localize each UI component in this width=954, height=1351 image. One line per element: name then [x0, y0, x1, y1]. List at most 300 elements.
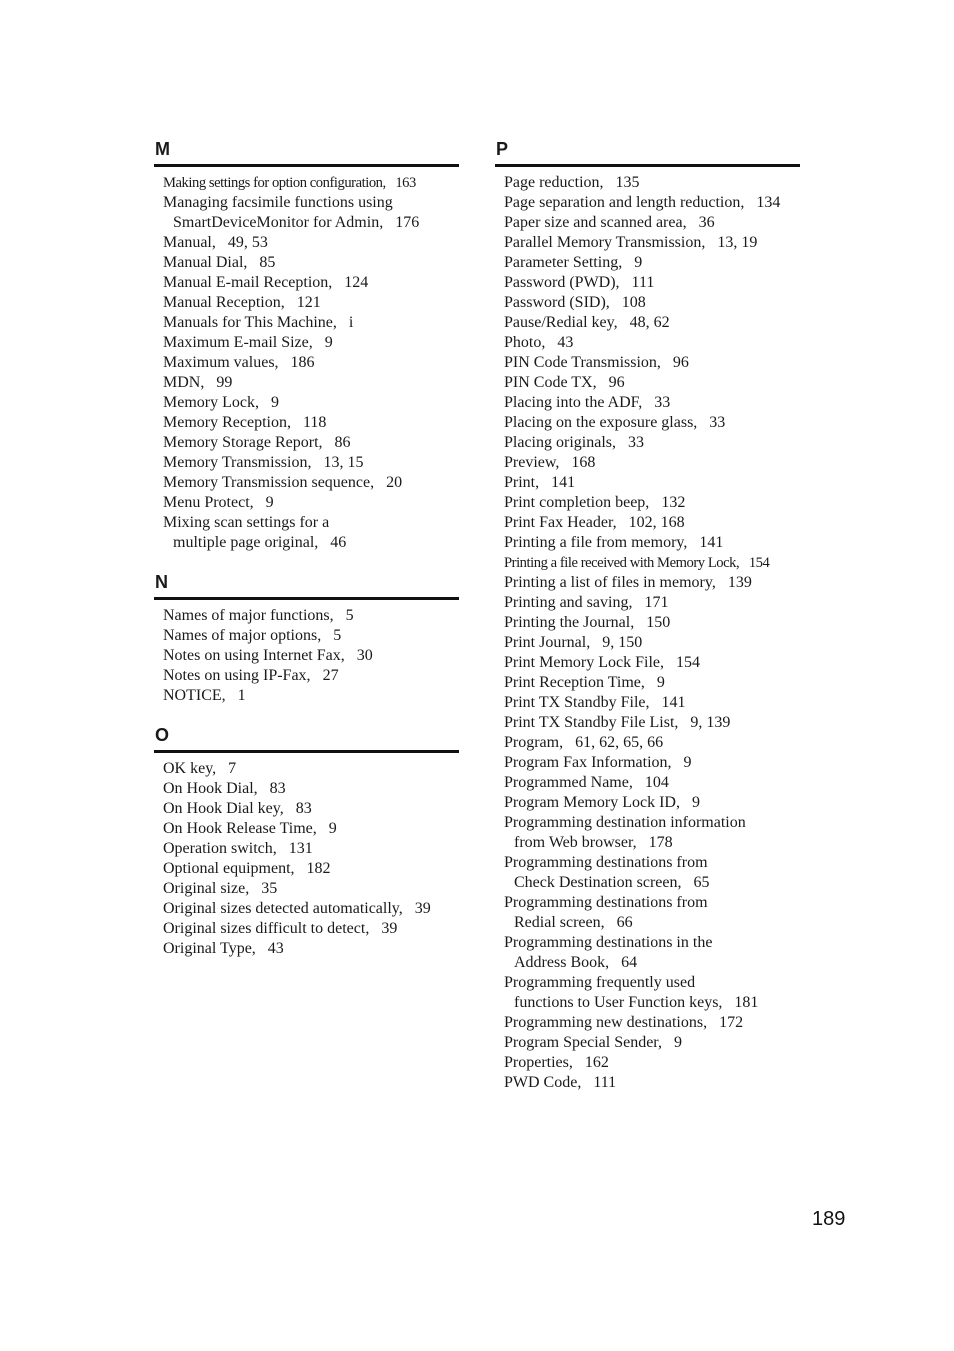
entry-line — [163, 253, 459, 273]
entry-term: Placing on the exposure glass, — [504, 414, 698, 431]
entry-line — [163, 433, 459, 453]
entry-separator — [573, 1054, 585, 1071]
index-entry — [163, 839, 459, 859]
entry-term: PIN Code TX, — [504, 374, 597, 391]
entry-pages: 154 — [748, 555, 770, 571]
entry-separator — [680, 794, 692, 811]
entry-separator — [633, 774, 645, 791]
entry-separator — [705, 234, 717, 251]
index-entry — [504, 473, 800, 493]
entry-term: Parallel Memory Transmission, — [504, 234, 706, 251]
entry-pages: 150 — [646, 614, 671, 631]
entry-separator — [311, 454, 323, 471]
entry-line — [504, 233, 800, 253]
entry-separator — [313, 334, 325, 351]
index-entry — [504, 973, 800, 1013]
entry-pages: 39 — [381, 920, 398, 937]
entry-pages: 5 — [333, 627, 342, 644]
index-entry — [504, 413, 800, 433]
index-entry — [163, 879, 459, 899]
index-entry — [163, 779, 459, 799]
entry-separator — [634, 614, 646, 631]
entry-term: Programming destinations in the — [504, 934, 713, 951]
entry-separator — [403, 900, 415, 917]
entry-pages: 36 — [698, 214, 715, 231]
entry-line — [504, 193, 800, 213]
entry-pages: 178 — [648, 834, 673, 851]
entry-list — [495, 173, 800, 1093]
entry-line — [163, 193, 459, 213]
entry-term: Mixing scan settings for a — [163, 514, 330, 531]
entry-pages: 9 — [328, 820, 337, 837]
entry-separator — [383, 214, 395, 231]
entry-separator — [597, 374, 609, 391]
entry-term: On Hook Dial, — [163, 780, 258, 797]
index-entry — [504, 713, 800, 733]
section-letter: O — [155, 725, 170, 745]
index-section-p — [495, 138, 800, 1093]
index-column-left — [154, 138, 459, 977]
entry-term: Notes on using Internet Fax, — [163, 647, 345, 664]
entry-continuation — [504, 833, 800, 853]
entry-line — [504, 593, 800, 613]
entry-pages: 163 — [395, 175, 416, 191]
entry-separator — [318, 534, 330, 551]
entry-pages: 111 — [631, 274, 655, 291]
entry-pages: 9, 150 — [602, 634, 643, 651]
entry-separator — [620, 274, 632, 291]
entry-line — [504, 733, 800, 753]
entry-term: Photo, — [504, 334, 546, 351]
entry-pages: 135 — [615, 174, 640, 191]
entry-term: On Hook Dial key, — [163, 800, 284, 817]
entry-line — [504, 693, 800, 713]
entry-pages: 131 — [288, 840, 313, 857]
entry-line — [504, 333, 800, 353]
entry-term: Password (PWD), — [504, 274, 620, 291]
entry-term-continued: Address Book, — [514, 954, 610, 971]
entry-line — [504, 673, 800, 693]
entry-line — [163, 606, 459, 626]
entry-separator — [697, 414, 709, 431]
entry-separator — [618, 314, 630, 331]
entry-line — [504, 513, 800, 533]
entry-pages: 43 — [267, 940, 284, 957]
entry-line — [504, 493, 800, 513]
entry-separator — [254, 494, 266, 511]
entry-line — [504, 393, 800, 413]
entry-separator — [617, 514, 629, 531]
entry-line — [504, 813, 800, 833]
entry-term: Printing a file from memory, — [504, 534, 688, 551]
entry-line — [163, 513, 459, 533]
entry-term: Programming destinations from — [504, 854, 708, 871]
section-rule — [495, 164, 800, 167]
entry-pages: 9 — [634, 254, 643, 271]
entry-term: Parameter Setting, — [504, 254, 623, 271]
entry-term-continued: Check Destination screen, — [514, 874, 682, 891]
index-entry — [504, 753, 800, 773]
entry-separator — [632, 594, 644, 611]
index-entry — [163, 493, 459, 513]
entry-line — [504, 573, 800, 593]
entry-term: Original Type, — [163, 940, 256, 957]
entry-term: Memory Lock, — [163, 394, 259, 411]
entry-pages: 168 — [571, 454, 596, 471]
index-section-m — [154, 138, 459, 553]
entry-pages: 7 — [228, 760, 237, 777]
entry-separator — [323, 434, 335, 451]
index-entry — [504, 613, 800, 633]
entry-line — [163, 293, 459, 313]
entry-term: Menu Protect, — [163, 494, 254, 511]
entry-pages: 33 — [654, 394, 671, 411]
entry-separator — [605, 914, 617, 931]
entry-term: Preview, — [504, 454, 560, 471]
index-entry — [163, 193, 459, 233]
index-entry — [504, 693, 800, 713]
section-rule — [154, 750, 459, 753]
entry-pages: 13, 19 — [717, 234, 758, 251]
entry-separator — [622, 254, 634, 271]
entry-pages: 118 — [302, 414, 327, 431]
entry-term: Print Journal, — [504, 634, 591, 651]
index-entry — [504, 493, 800, 513]
entry-line — [163, 686, 459, 706]
entry-term: Original sizes detected automatically, — [163, 900, 403, 917]
index-entry — [163, 859, 459, 879]
entry-separator — [279, 354, 291, 371]
entry-separator — [285, 294, 297, 311]
entry-term: Page reduction, — [504, 174, 604, 191]
entry-term: Operation switch, — [163, 840, 277, 857]
entry-line — [504, 1013, 800, 1033]
index-entry — [163, 646, 459, 666]
entry-term: Printing the Journal, — [504, 614, 635, 631]
entry-line — [163, 453, 459, 473]
index-entry — [504, 933, 800, 973]
index-entry — [163, 173, 459, 193]
entry-line — [504, 273, 800, 293]
entry-pages: 83 — [295, 800, 312, 817]
entry-pages: 182 — [306, 860, 331, 877]
entry-term: Memory Transmission sequence, — [163, 474, 375, 491]
entry-pages: 141 — [551, 474, 576, 491]
index-entry — [163, 353, 459, 373]
entry-line — [504, 1053, 800, 1073]
index-entry — [163, 626, 459, 646]
entry-term: Manuals for This Machine, — [163, 314, 337, 331]
entry-line — [163, 353, 459, 373]
entry-term: Original size, — [163, 880, 250, 897]
entry-term-continued: Redial screen, — [514, 914, 605, 931]
entry-line — [163, 626, 459, 646]
entry-separator — [650, 694, 662, 711]
entry-term: Programmed Name, — [504, 774, 633, 791]
entry-pages: 64 — [621, 954, 638, 971]
entry-term: Program Fax Information, — [504, 754, 672, 771]
entry-pages: 124 — [344, 274, 369, 291]
index-entry — [504, 453, 800, 473]
entry-separator — [204, 374, 216, 391]
page-number: 189 — [812, 1208, 846, 1230]
entry-separator — [258, 780, 270, 797]
index-entry — [504, 513, 800, 533]
entry-separator — [664, 654, 676, 671]
index-entry — [504, 233, 800, 253]
entry-separator — [386, 175, 396, 191]
entry-pages: 35 — [261, 880, 278, 897]
entry-pages: 141 — [661, 694, 686, 711]
entry-separator — [539, 474, 551, 491]
entry-term: Password (SID), — [504, 294, 610, 311]
index-entry — [163, 313, 459, 333]
entry-pages: 48, 62 — [629, 314, 670, 331]
entry-pages: 83 — [269, 780, 286, 797]
index-entry — [504, 373, 800, 393]
entry-separator — [374, 474, 386, 491]
index-entry — [504, 853, 800, 893]
entry-pages: 154 — [675, 654, 700, 671]
entry-line — [504, 553, 800, 573]
entry-separator — [616, 434, 628, 451]
entry-term: Print TX Standby File, — [504, 694, 650, 711]
entry-line — [163, 899, 459, 919]
entry-list — [154, 173, 459, 553]
index-entry — [163, 433, 459, 453]
entry-continuation — [163, 533, 459, 553]
entry-term: Original sizes difficult to detect, — [163, 920, 370, 937]
entry-pages: 9 — [691, 794, 700, 811]
entry-separator — [687, 534, 699, 551]
index-entry — [504, 253, 800, 273]
entry-pages: 141 — [699, 534, 724, 551]
entry-separator — [277, 840, 289, 857]
entry-pages: 39 — [414, 900, 431, 917]
entry-term: Paper size and scanned area, — [504, 214, 687, 231]
entry-pages: 1 — [237, 687, 246, 704]
entry-line — [504, 293, 800, 313]
entry-term: Manual, — [163, 234, 216, 251]
entry-line — [504, 533, 800, 553]
index-entry — [163, 293, 459, 313]
index-entry — [163, 799, 459, 819]
entry-separator — [321, 627, 333, 644]
entry-line — [504, 1073, 800, 1093]
entry-separator — [672, 754, 684, 771]
index-section-n — [154, 571, 459, 706]
entry-term: Properties, — [504, 1054, 573, 1071]
entry-term-continued: functions to User Function keys, — [514, 994, 723, 1011]
entry-line — [504, 1033, 800, 1053]
index-entry — [163, 513, 459, 553]
index-entry — [504, 1033, 800, 1053]
entry-term: Memory Reception, — [163, 414, 291, 431]
entry-line — [504, 853, 800, 873]
entry-line — [163, 799, 459, 819]
entry-separator — [369, 920, 381, 937]
entry-line — [504, 313, 800, 333]
entry-pages: 134 — [756, 194, 781, 211]
entry-pages: 9 — [265, 494, 274, 511]
entry-term: Printing a list of files in memory, — [504, 574, 716, 591]
entry-term: Managing facsimile functions using — [163, 194, 393, 211]
entry-line — [163, 879, 459, 899]
entry-continuation — [504, 953, 800, 973]
entry-separator — [609, 954, 621, 971]
entry-line — [504, 653, 800, 673]
index-entry — [504, 533, 800, 553]
entry-line — [163, 819, 459, 839]
entry-term: Program, — [504, 734, 564, 751]
entry-list — [154, 759, 459, 959]
entry-separator — [345, 647, 357, 664]
entry-line — [504, 473, 800, 493]
entry-separator — [707, 1014, 719, 1031]
index-entry — [504, 333, 800, 353]
index-entry — [504, 573, 800, 593]
entry-pages: 96 — [672, 354, 689, 371]
index-entry — [504, 213, 800, 233]
entry-pages: 9 — [270, 394, 279, 411]
entry-pages: 104 — [644, 774, 669, 791]
entry-pages: 9 — [673, 1034, 682, 1051]
entry-separator — [716, 574, 728, 591]
entry-separator — [216, 760, 228, 777]
index-entry — [504, 813, 800, 853]
index-entry — [504, 273, 800, 293]
entry-separator — [642, 394, 654, 411]
entry-term: Print Fax Header, — [504, 514, 617, 531]
index-entry — [504, 773, 800, 793]
index-entry — [504, 353, 800, 373]
entry-line — [163, 839, 459, 859]
entry-pages: 139 — [727, 574, 752, 591]
entry-line — [163, 313, 459, 333]
index-entry — [163, 273, 459, 293]
entry-separator — [545, 334, 557, 351]
entry-separator — [337, 314, 349, 331]
entry-line — [504, 453, 800, 473]
entry-separator — [661, 354, 673, 371]
entry-term: Names of major functions, — [163, 607, 334, 624]
index-entry — [504, 733, 800, 753]
entry-pages: 43 — [557, 334, 574, 351]
entry-line — [163, 493, 459, 513]
entry-term: Maximum values, — [163, 354, 279, 371]
entry-term: MDN, — [163, 374, 205, 391]
entry-line — [163, 666, 459, 686]
entry-separator — [744, 194, 756, 211]
index-entry — [504, 793, 800, 813]
entry-line — [163, 233, 459, 253]
entry-line — [163, 859, 459, 879]
entry-pages: 20 — [386, 474, 403, 491]
entry-term: Print Memory Lock File, — [504, 654, 664, 671]
index-entry — [504, 293, 800, 313]
index-entry — [504, 173, 800, 193]
entry-pages: 176 — [395, 214, 420, 231]
index-entry — [163, 233, 459, 253]
index-entry — [163, 373, 459, 393]
entry-term: Programming destination information — [504, 814, 746, 831]
entry-line — [504, 793, 800, 813]
entry-pages: 86 — [334, 434, 351, 451]
entry-continuation — [504, 913, 800, 933]
index-entry — [504, 193, 800, 213]
entry-pages: 61, 62, 65, 66 — [575, 734, 664, 751]
entry-term: Programming destinations from — [504, 894, 708, 911]
entry-separator — [662, 1034, 674, 1051]
entry-pages: 108 — [621, 294, 646, 311]
entry-line — [163, 333, 459, 353]
entry-pages: 9 — [324, 334, 333, 351]
entry-term: NOTICE, — [163, 687, 226, 704]
entry-term: Programming frequently used — [504, 974, 696, 991]
entry-line — [504, 213, 800, 233]
entry-pages: 85 — [259, 254, 276, 271]
entry-separator — [590, 634, 602, 651]
entry-term: PIN Code Transmission, — [504, 354, 661, 371]
index-entry — [163, 666, 459, 686]
index-entry — [163, 473, 459, 493]
entry-term: Manual Reception, — [163, 294, 285, 311]
entry-line — [163, 939, 459, 959]
entry-term: Print, — [504, 474, 540, 491]
index-entry — [504, 1073, 800, 1093]
entry-pages: 13, 15 — [323, 454, 364, 471]
entry-term: Manual Dial, — [163, 254, 248, 271]
entry-pages: 181 — [734, 994, 759, 1011]
entry-term: OK key, — [163, 760, 217, 777]
entry-list — [154, 606, 459, 706]
entry-separator — [739, 555, 749, 571]
entry-term: Page separation and length reduction, — [504, 194, 745, 211]
entry-term: Memory Storage Report, — [163, 434, 323, 451]
entry-pages: 102, 168 — [628, 514, 685, 531]
entry-term: Program Memory Lock ID, — [504, 794, 680, 811]
entry-pages: 171 — [644, 594, 669, 611]
entry-term: Notes on using IP-Fax, — [163, 667, 311, 684]
entry-term: Print Reception Time, — [504, 674, 645, 691]
entry-term: Program Special Sender, — [504, 1034, 662, 1051]
index-entry — [163, 393, 459, 413]
entry-separator — [645, 674, 657, 691]
entry-pages: 99 — [216, 374, 233, 391]
index-entry — [504, 633, 800, 653]
entry-term: Printing a file received with Memory Lock, — [504, 555, 740, 571]
index-entry — [504, 653, 800, 673]
index-entry — [163, 759, 459, 779]
entry-line — [504, 633, 800, 653]
entry-continuation — [504, 873, 800, 893]
entry-line — [504, 353, 800, 373]
entry-term: PWD Code, — [504, 1074, 582, 1091]
entry-term: Optional equipment, — [163, 860, 295, 877]
entry-separator — [259, 394, 271, 411]
index-column-right — [495, 138, 800, 1111]
section-letter: N — [155, 572, 168, 592]
entry-separator — [687, 214, 699, 231]
index-entry — [163, 686, 459, 706]
entry-pages: 9 — [656, 674, 665, 691]
entry-pages: 33 — [709, 414, 726, 431]
entry-separator — [563, 734, 575, 751]
index-entry — [163, 333, 459, 353]
entry-pages: 111 — [593, 1074, 617, 1091]
entry-separator — [284, 800, 296, 817]
entry-term: Maximum E-mail Size, — [163, 334, 313, 351]
